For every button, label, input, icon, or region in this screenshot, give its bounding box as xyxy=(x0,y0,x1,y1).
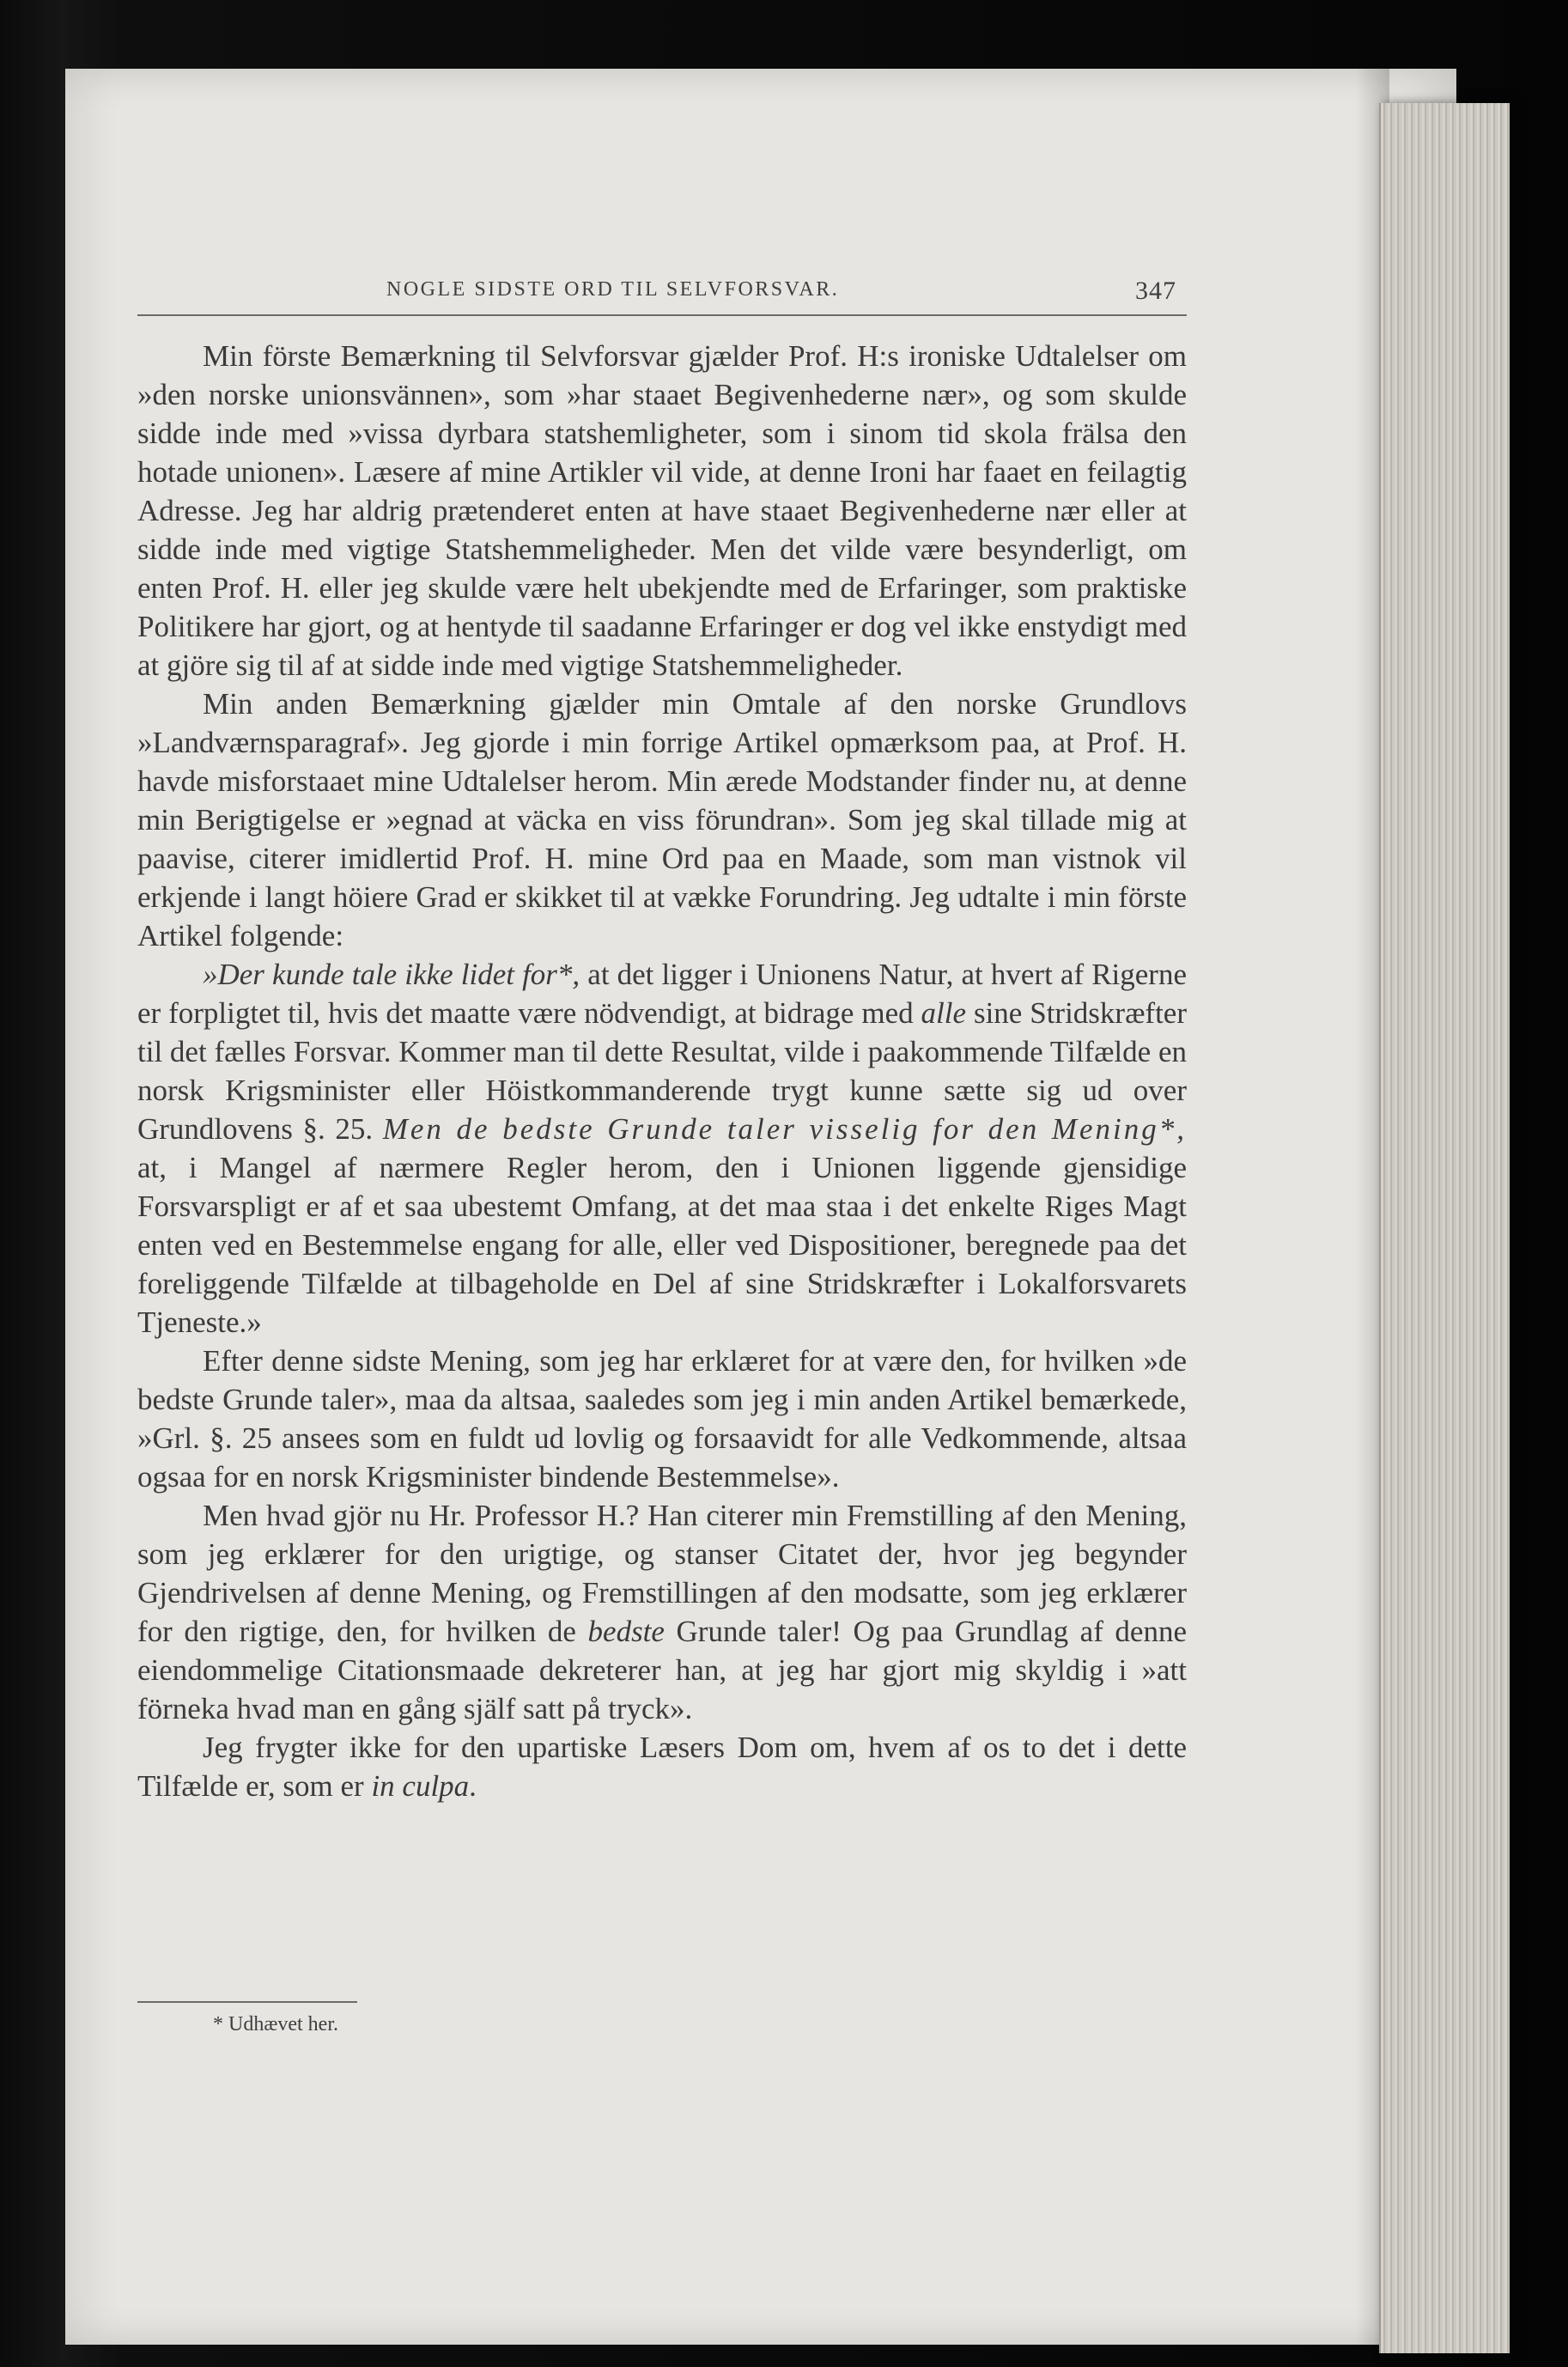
paragraph-5-text-b: Grunde taler! Og paa Grundlag af denne eiendommelige Citationsmaade dekreterer han, at jeg har gjort mig skyldig i »att förneka hvad man en gång själf satt på tryck». xyxy=(137,1615,1187,1725)
paragraph-6 xyxy=(137,1728,1187,1805)
emphasis-quote-3: Men de bedste Grunde taler visselig for den Mening*, xyxy=(382,1112,1187,1146)
paragraph-3-text-a: at det ligger i Unionens Natur, at hvert af Rigerne er forpligtet til, hvis det maatte være nödvendigt, at bidrage med xyxy=(137,958,1187,1030)
paragraph-6-text-b: . xyxy=(469,1769,477,1803)
paragraph-4 xyxy=(137,1342,1187,1496)
paragraph-6-text-a: Jeg frygter ikke for den upartiske Læsers Dom om, hvem af os to det i dette Tilfælde er, som er xyxy=(137,1731,1187,1803)
paragraph-4-text: Efter denne sidste Mening, som jeg har erklæret for at være den, for hvilken »de bedste Grunde taler», maa da altsaa, saaledes som jeg i min anden Artikel bemærkede, »Grl. §. 25 ansees som en fuldt ud lovlig og forsaavidt for alle Vedkommende, altsaa ogsaa for en norsk Krigsminister bindende Bestemmelse». xyxy=(137,1344,1187,1494)
paragraph-3-text-b: sine Stridskræfter til det fælles Forsvar. Kommer man til dette Resultat, vilde i paakommende Tilfælde en norsk Krigsminister eller Höistkommanderende trygt kunne sætte sig ud over Grundlovens §. 25. xyxy=(137,996,1188,1146)
paragraph-1 xyxy=(137,337,1187,685)
paragraph-3-quote xyxy=(137,955,1187,1342)
paragraph-2 xyxy=(137,685,1187,955)
paragraph-3-text-c: at, i Mangel af nærmere Regler herom, den i Unionen liggende gjensidige Forsvarspligt er af et saa ubestemt Omfang, at det maa staa i det enkelte Riges Magt enten ved en Bestemmelse engang for alle, eller ved Dispositioner, beregnede paa det foreliggende Tilfælde at tilbageholde en Del af sine Stridskræfter i Lokalforsvarets Tjeneste.» xyxy=(137,1151,1187,1339)
page-number: 347 xyxy=(1135,277,1176,305)
paragraph-5-text-a: Men hvad gjör nu Hr. Professor H.? Han citerer min Fremstilling af den Mening, som jeg erklærer for den urigtige, og stanser Citatet der, hvor jeg begynder Gjendrivelsen af denne Mening, og Fremstillingen af den modsatte, som jeg erklærer for den rigtige, den, for hvilken de xyxy=(137,1499,1187,1648)
emphasis-quote-1: »Der kunde tale ikke lidet for*, xyxy=(203,958,580,991)
footnote-rule xyxy=(137,2001,357,2003)
emphasis-in-culpa: in culpa xyxy=(371,1769,470,1803)
running-title: NOGLE SIDSTE ORD TIL SELVFORSVAR. xyxy=(386,278,840,301)
page-edges xyxy=(1379,103,1510,2353)
footnote: * Udhævet her. xyxy=(213,2013,338,2035)
emphasis-quote-2: alle xyxy=(921,996,967,1030)
emphasis-bedste: bedste xyxy=(587,1615,665,1648)
running-head xyxy=(137,271,1187,316)
body-text xyxy=(137,337,1187,1805)
paragraph-1-text: Min förste Bemærkning til Selvforsvar gjælder Prof. H:s ironiske Udtalelser om »den norske unionsvännen», som »har staaet Begivenhederne nær», og som skulde sidde inde med »vissa dyrbara statshemligheter, som i sinom tid skola frälsa den hotade unionen». Læsere af mine Artikler vil vide, at denne Ironi har faaet en feilagtig Adresse. Jeg har aldrig prætenderet enten at have staaet Begivenhederne nær eller at sidde inde med vigtige Statshemmeligheder. Men det vilde være besynderligt, om enten Prof. H. eller jeg skulde være helt ubekjendte med de Erfaringer, som praktiske Politikere har gjort, og at hentyde til saadanne Erfaringer er dog vel ikke enstydigt med at gjöre sig til af at sidde inde med vigtige Statshemmeligheder. xyxy=(137,339,1187,682)
paragraph-5 xyxy=(137,1496,1187,1728)
paragraph-2-text: Min anden Bemærkning gjælder min Omtale af den norske Grundlovs »Landværnsparagraf». Jeg gjorde i min forrige Artikel opmærksom paa, at Prof. H. havde misforstaaet mine Udtalelser herom. Min ærede Modstander finder nu, at denne min Berigtigelse er »egnad at väcka en viss förundran». Som jeg skal tillade mig at paavise, citerer imidlertid Prof. H. mine Ord paa en Maade, som man vistnok vil erkjende i langt höiere Grad er skikket til at vække Forundring. Jeg udtalte i min förste Artikel folgende: xyxy=(137,687,1187,952)
